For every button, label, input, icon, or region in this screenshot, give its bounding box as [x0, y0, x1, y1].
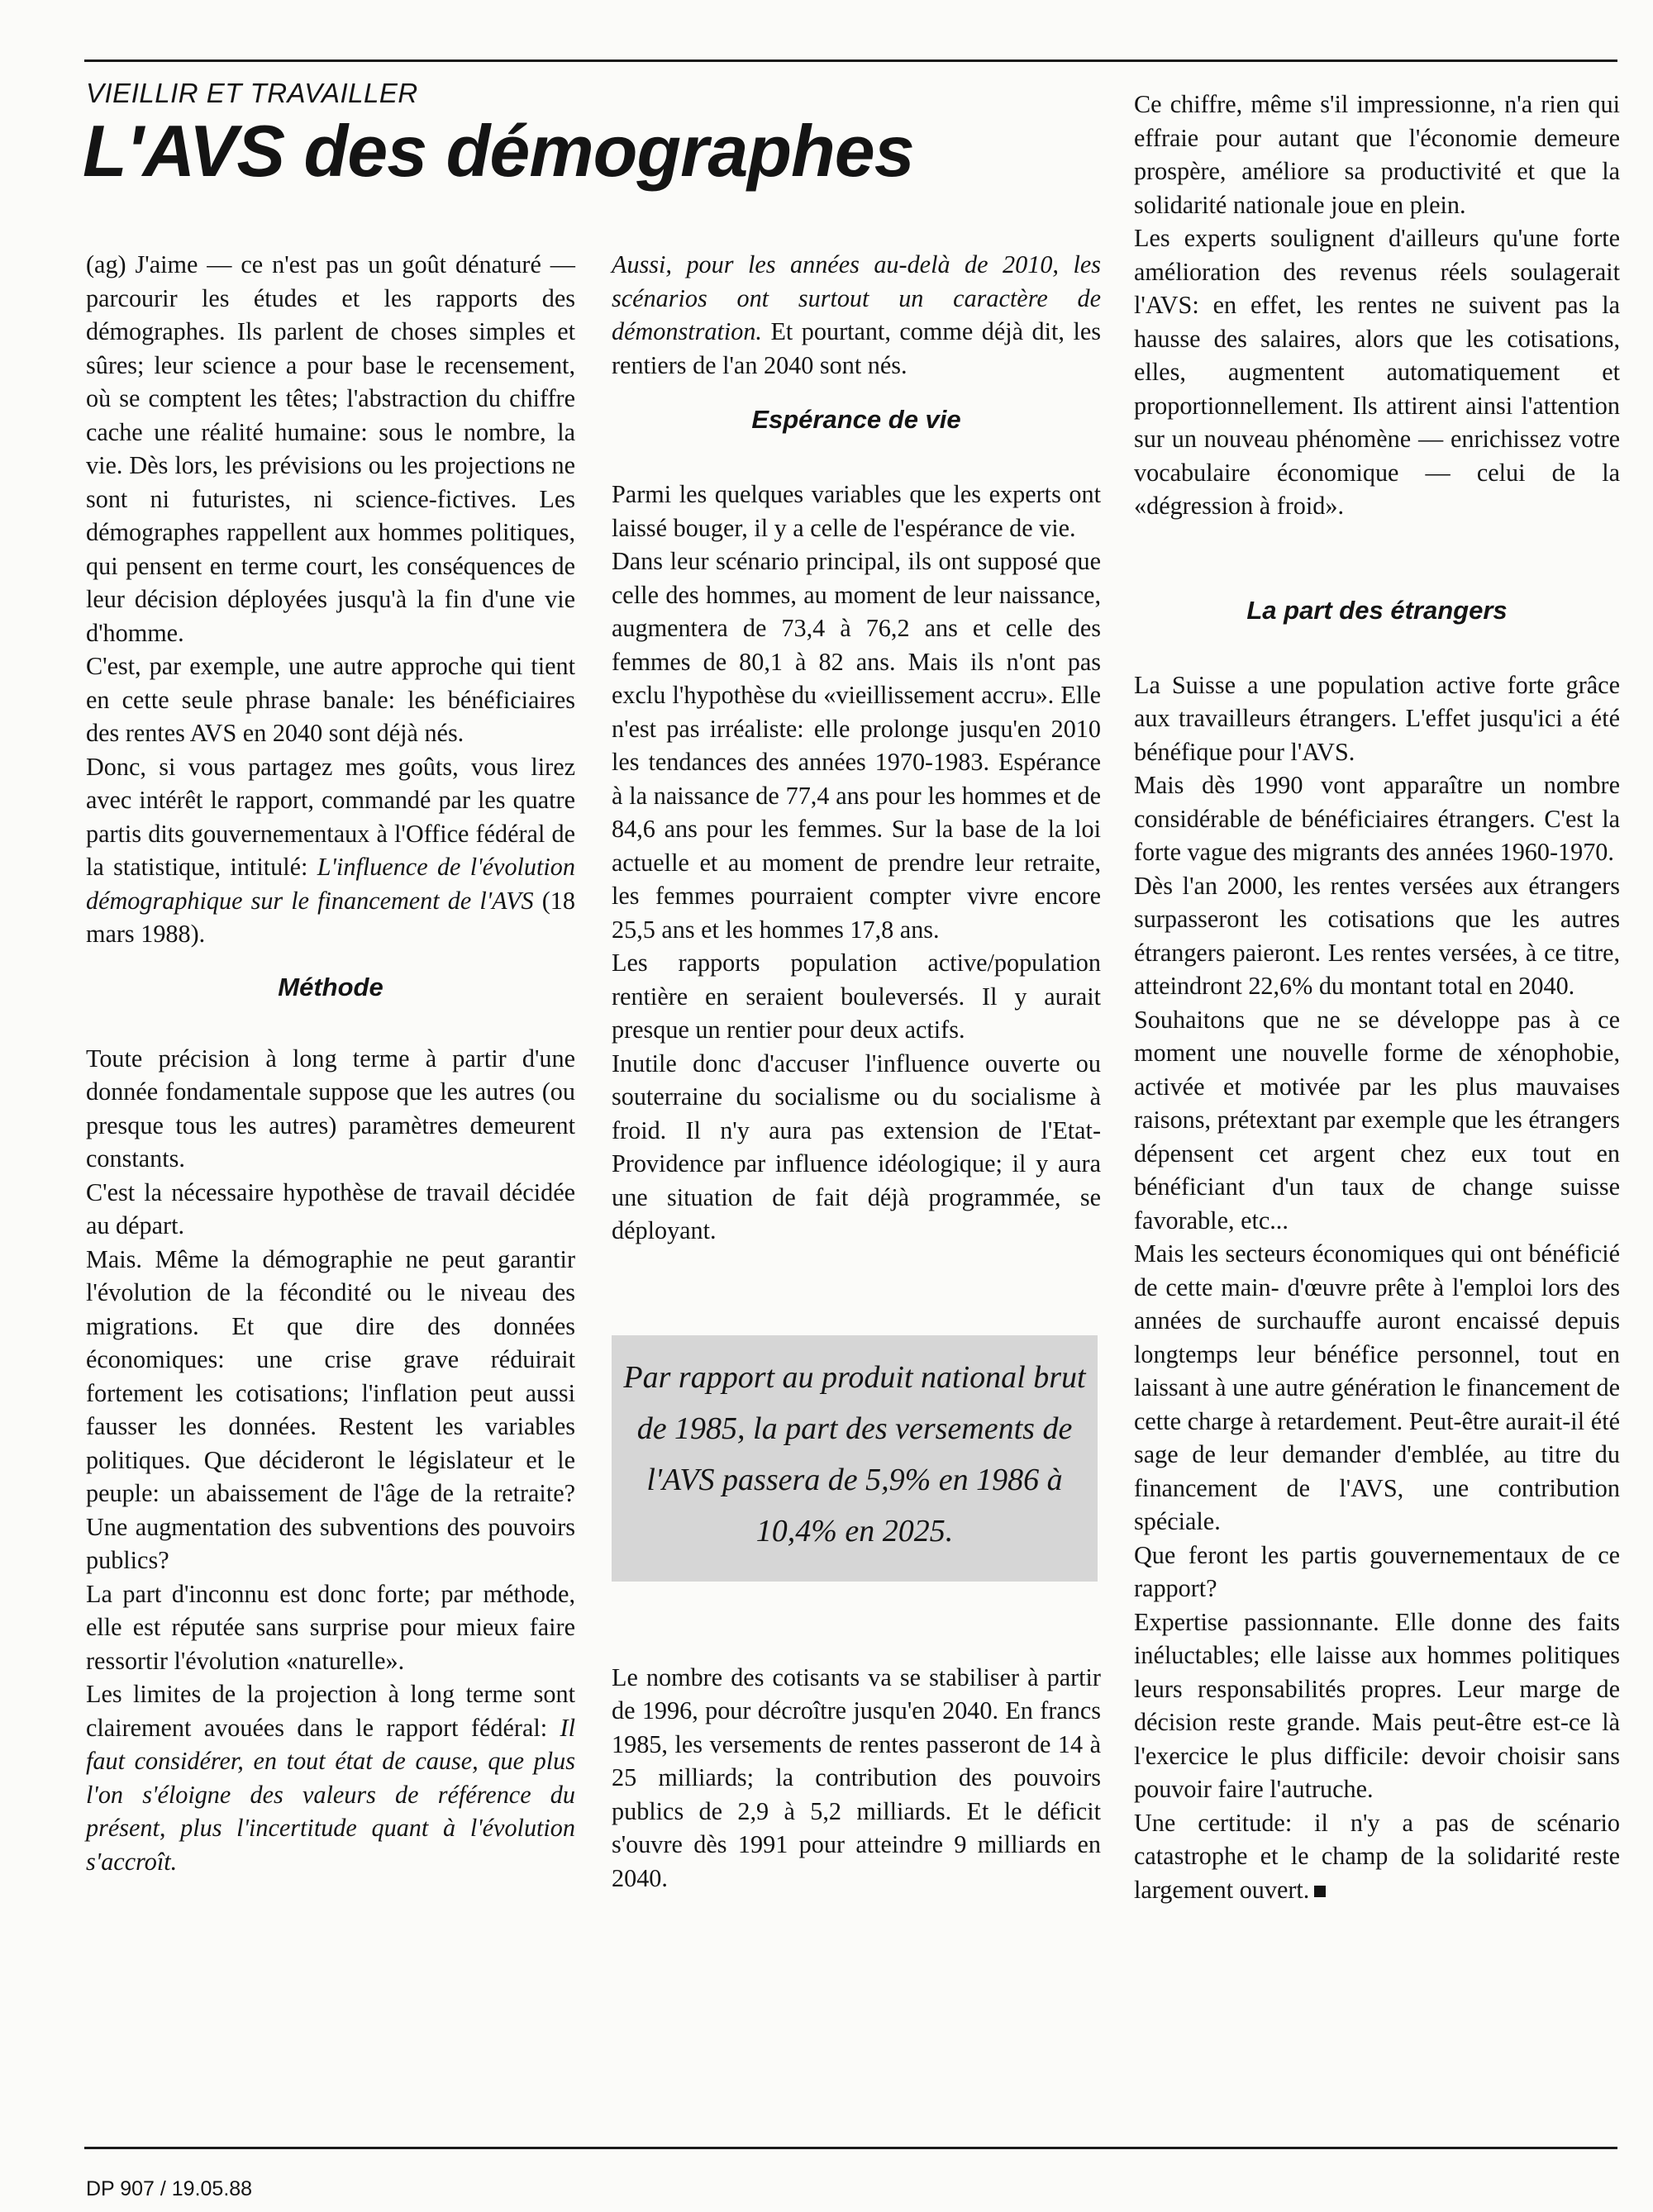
- paragraph: Ce chiffre, même s'il impressionne, n'a rien qui effraie pour autant que l'économie demeure prospère, améliore sa productivité et que la solidarité nationale joue en plein.: [1134, 90, 1620, 219]
- paragraph: Les limites de la projection à long terme sont clairement avouées dans le rapport fédéral: Il faut considérer, en tout état de cause, que plus l'on s'éloigne des valeurs de référence du présent, plus l'incertitude quant à l'évolution s'accroît.: [86, 1680, 575, 1876]
- paragraph: Mais. Même la démographie ne peut garantir l'évolution de la fécondité ou le niveau des migrations. Et que dire des données économiques: une crise grave réduirait fortement les cotisations; l'inflation peut aussi fausser les données. Restent les variables politiques. Que décideront le législateur et le peuple: un abaissement de l'âge de la retraite? Une augmentation des subventions des pouvoirs publics?: [86, 1244, 575, 1574]
- paragraph: Dès l'an 2000, les rentes versées aux étrangers surpasseront les cotisations que les autres étrangers paieront. Les rentes versées, à ce titre, atteindront 22,6% du montant total en 2040.: [1134, 871, 1620, 1000]
- paragraph: Dans leur scénario principal, ils ont supposé que celle des hommes, au moment de leur naissance, augmentera de 73,4 à 76,2 ans et celle des femmes de 80,1 à 82 ans. Mais ils n'ont pas exclu l'hypothèse du «vieillissement accru». Elle n'est pas irréaliste: elle prolonge jusqu'en 2010 les tendances des années 1970-1983. Espérance à la naissance de 77,4 ans pour les hommes et de 84,6 ans pour les femmes. Sur la base de la loi actuelle et au moment de prendre leur retraite, les femmes pourraient compter vivre encore 25,5 ans et les hommes 17,8 ans.: [612, 547, 1101, 944]
- paragraph: Expertise passionnante. Elle donne des faits inéluctables; elle laisse aux hommes politiques leurs responsabilités propres. Leur marge de décision reste grande. Mais peut-être est-ce là l'exercice le plus difficile: devoir choisir sans pouvoir faire l'autruche.: [1134, 1607, 1620, 1803]
- pull-quote: Par rapport au produit national brut de 1985, la part des versements de l'AVS passera de 5,9% en 1986 à 10,4% en 2025.: [612, 1335, 1098, 1582]
- paragraph: La Suisse a une population active forte grâce aux travailleurs étrangers. L'effet jusqu'ici a été bénéfique pour l'AVS.: [1134, 670, 1620, 766]
- report-title: L'influence de l'évolution démographique sur le financement de l'AVS: [86, 853, 575, 915]
- paragraph: Que feront les partis gouvernementaux de ce rapport?: [1134, 1540, 1620, 1602]
- column-3: [1134, 88, 1620, 1906]
- paragraph-intro: (ag) J'aime — ce n'est pas un goût dénaturé — parcourir les études et les rapports des démographes. Ils parlent de choses simples et sûres; leur science a pour base le recensement, où se comptent les têtes; l'abstraction du chiffre cache une réalité humaine: sous le nombre, la vie. Dès lors, les prévisions ou les projections ne sont ni futuristes, ni science-fictives. Les démographes rappellent aux hommes politiques, qui pensent en terme court, les conséquences de leur décision déployées jusqu'à la fin d'une vie d'homme.: [86, 250, 575, 647]
- column-2: [612, 248, 1101, 1895]
- paragraph: Les rapports population active/population rentière en seraient bouleversés. Il y aurait presque un rentier pour deux actifs.: [612, 949, 1101, 1044]
- subheading-esperance-de-vie: Espérance de vie: [751, 405, 961, 434]
- article-kicker: VIEILLIR ET TRAVAILLER: [86, 78, 418, 108]
- report-quote-continued: Aussi, pour les années au-delà de 2010, les scénarios ont surtout un caractère de démonstration.: [612, 250, 1101, 345]
- paragraph: Aussi, pour les années au-delà de 2010, les scénarios ont surtout un caractère de démonstration. Et pourtant, comme déjà dit, les rentiers de l'an 2040 sont nés.: [612, 250, 1101, 379]
- paragraph: C'est, par exemple, une autre approche qui tient en cette seule phrase banale: les bénéficiaires des rentes AVS en 2040 sont déjà nés.: [86, 652, 575, 747]
- top-rule: [84, 59, 1617, 62]
- column-1: [86, 248, 575, 1878]
- paragraph: Toute précision à long terme à partir d'une donnée fondamentale suppose que les autres (ou presque tous les autres) paramètres demeurent constants.: [86, 1044, 575, 1173]
- paragraph-final: Une certitude: il n'y a pas de scénario catastrophe et le champ de la solidarité reste largement ouvert.: [1134, 1808, 1620, 1904]
- paragraph: Les experts soulignent d'ailleurs qu'une forte amélioration des revenus réels soulagerait l'AVS: en effet, les rentes ne suivent pas la hausse des salaires, alors que les cotisations, elles, augmentent automatiquement et proportionnellement. Ils attirent ainsi l'attention sur un nouveau phénomène — enrichissez votre vocabulaire économique — celui de la «dégression à froid».: [1134, 224, 1620, 520]
- paragraph: La part d'inconnu est donc forte; par méthode, elle est réputée sans surprise pour mieux faire ressortir l'évolution «naturelle».: [86, 1579, 575, 1675]
- paragraph: Mais dès 1990 vont apparaître un nombre considérable de bénéficiaires étrangers. C'est la forte vague des migrants des années 1960-1970.: [1134, 771, 1620, 866]
- paragraph: Parmi les quelques variables que les experts ont laissé bouger, il y a celle de l'espérance de vie.: [612, 480, 1101, 542]
- paragraph: C'est la nécessaire hypothèse de travail décidée au départ.: [86, 1177, 575, 1239]
- subheading-methode: Méthode: [278, 972, 383, 1001]
- end-of-article-mark: [1314, 1886, 1326, 1897]
- paragraph: Mais les secteurs économiques qui ont bénéficié de cette main- d'œuvre prête à l'emploi lors des années de surchauffe auront encaissé depuis longtemps leur bénéfice personnel, tout en laissant à une autre génération le financement de cette charge à retardement. Peut-être aurait-il été sage de leur demander d'emblée, au titre du financement de l'AVS, une contribution spéciale.: [1134, 1239, 1620, 1535]
- paragraph: Souhaitons que ne se développe pas à ce moment une nouvelle forme de xénophobie, activée et motivée par les plus mauvaises raisons, prétextant par exemple que les étrangers dépensent cet argent chez eux tout en bénéficiant d'un taux de change suisse favorable, etc...: [1134, 1005, 1620, 1234]
- report-quote: Il faut considérer, en tout état de cause, que plus l'on s'éloigne des valeurs de référence du présent, plus l'incertitude quant à l'évolution s'accroît.: [86, 1713, 575, 1876]
- paragraph: Inutile donc d'accuser l'influence ouverte ou souterraine du socialisme ou du socialisme à froid. Il n'y aura pas extension de l'Etat-Providence par influence idéologique; il y aura une situation de fait déjà programmée, se déployant.: [612, 1049, 1101, 1244]
- article-title: L'AVS des démographes: [83, 110, 914, 192]
- issue-footer: DP 907 / 19.05.88: [86, 2177, 253, 2200]
- paragraph: Le nombre des cotisants va se stabiliser à partir de 1996, pour décroître jusqu'en 2040. En francs 1985, les versements de rentes passeront de 14 à 25 milliards; la contribution des pouvoirs publics de 2,9 à 5,2 milliards. Et le déficit s'ouvre dès 1991 pour atteindre 9 milliards en 2040.: [612, 1663, 1101, 1892]
- bottom-rule: [84, 2147, 1617, 2149]
- paragraph: Donc, si vous partagez mes goûts, vous lirez avec intérêt le rapport, commandé par les quatre partis dits gouvernementaux à l'Office fédéral de la statistique, intitulé: L'influence de l'évolution démographique sur le financement de l'AVS (18 mars 1988).: [86, 752, 575, 948]
- subheading-part-des-etrangers: La part des étrangers: [1246, 595, 1508, 625]
